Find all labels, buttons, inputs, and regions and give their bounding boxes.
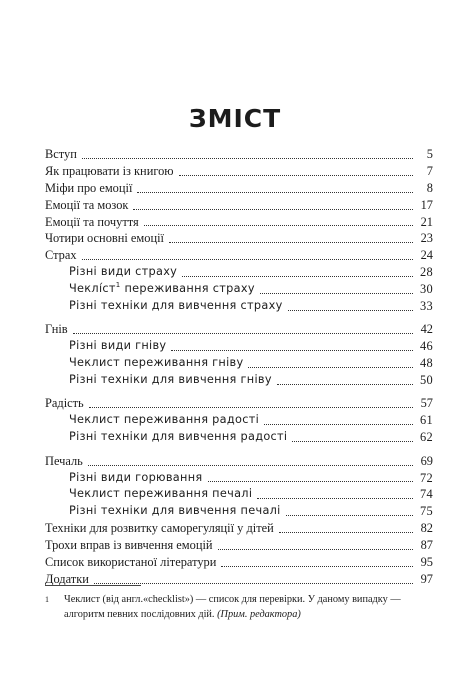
toc-page-number: 21: [420, 214, 433, 229]
toc-page-number: 8: [426, 180, 433, 195]
toc-entry-text: Різні техніки для вивчення страху: [69, 299, 283, 312]
toc-page-number: 74: [420, 487, 433, 502]
dot-leader: [182, 276, 413, 277]
dot-leader: [221, 566, 413, 567]
toc-subentry: [45, 264, 433, 281]
toc-entry-text: Чеклист переживання радості: [69, 413, 260, 427]
footnote-text-line1: Чеклист (від англ.«checklist») — список для перевірки. У даному випадку —: [64, 594, 401, 605]
entry-rest: переживання страху: [120, 282, 255, 296]
dot-leader: [94, 583, 413, 584]
checklist-word: Чеклíст: [69, 282, 116, 296]
toc-entry-text: Страх: [45, 248, 77, 263]
footnote-text-line2: алгоритм певних послідовних дій.: [64, 609, 215, 620]
toc-page-number: 33: [420, 299, 433, 313]
toc-entry: [45, 230, 433, 247]
toc-entry: [45, 197, 433, 214]
toc-section-joy: [45, 395, 433, 412]
toc-entry-text: Додатки: [45, 571, 89, 586]
dot-leader: [218, 549, 413, 550]
toc-entry: [45, 520, 433, 537]
toc-page-number: 69: [420, 453, 433, 468]
dot-leader: [257, 498, 413, 499]
toc-page-number: 48: [420, 356, 433, 371]
toc-entry-text: Техніки для розвитку саморегуляції у дітей: [45, 521, 274, 536]
dot-leader: [73, 333, 413, 334]
toc-subentry: [45, 281, 433, 298]
toc-entry: [45, 214, 433, 231]
dot-leader: [264, 424, 413, 425]
toc-page-number: 24: [420, 248, 433, 263]
contents-title: ЗМІСТ: [188, 104, 282, 133]
toc-entry: [45, 537, 433, 554]
toc-page-number: 30: [420, 282, 433, 297]
toc-page-number: 82: [420, 521, 433, 536]
dot-leader: [292, 441, 413, 442]
footnote: [45, 592, 433, 622]
toc-entry-text: Емоції та почуття: [45, 214, 139, 229]
toc-page-number: 7: [426, 163, 433, 178]
toc-entry-text: Трохи вправ із вивчення емоцій: [45, 538, 213, 553]
toc-page-number: 97: [420, 571, 433, 586]
toc-section-anger: [45, 321, 433, 338]
toc-entry: [45, 146, 433, 163]
toc-page-number: 95: [420, 554, 433, 569]
toc-entry-text: Різні види гніву: [69, 339, 167, 353]
footnote-line2: [64, 607, 433, 622]
table-of-contents: [45, 146, 433, 588]
dot-leader: [277, 384, 413, 385]
dot-leader: [82, 259, 413, 260]
toc-subentry: [45, 355, 433, 372]
toc-subentry: [45, 412, 433, 429]
toc-entry-text: Радість: [45, 396, 84, 411]
dot-leader: [137, 192, 413, 193]
dot-leader: [82, 158, 413, 159]
toc-page-number: 5: [426, 146, 433, 161]
toc-subentry: [45, 338, 433, 355]
toc-page-number: 62: [420, 430, 433, 445]
dot-leader: [286, 515, 413, 516]
dot-leader: [144, 225, 413, 226]
toc-entry-text: Печаль: [45, 453, 83, 468]
footnote-mark: 1: [45, 595, 49, 604]
toc-entry-text: [69, 281, 255, 298]
editor-note: (Прим. редактора): [217, 609, 301, 620]
dot-leader: [279, 532, 413, 533]
toc-page-number: 23: [420, 231, 433, 246]
footnote-body: [45, 592, 433, 622]
toc-entry-text: Як працювати із книгою: [45, 163, 174, 178]
toc-page-number: 61: [420, 413, 433, 428]
toc-entry-text: Чеклист переживання печалі: [69, 487, 253, 501]
dot-leader: [133, 209, 413, 210]
dot-leader: [88, 465, 413, 466]
toc-page-number: 28: [420, 265, 433, 280]
toc-page-number: 75: [420, 504, 433, 519]
toc-entry-text: Різні види страху: [69, 265, 178, 279]
toc-entry-text: Емоції та мозок: [45, 197, 129, 212]
toc-subentry: [45, 503, 433, 520]
toc-entry: [45, 554, 433, 571]
toc-entry-text: Різні техніки для вивчення печалі: [69, 504, 281, 518]
dot-leader: [89, 407, 413, 408]
toc-entry-text: Гнів: [45, 322, 68, 337]
dot-leader: [288, 310, 413, 311]
toc-entry-text: Список використаної літератури: [45, 554, 217, 569]
toc-subentry: [45, 372, 433, 389]
dot-leader: [179, 175, 413, 176]
toc-entry-text: Вступ: [45, 146, 77, 161]
footnote-reference: 1: [115, 281, 121, 290]
toc-page-number: 50: [420, 373, 433, 388]
toc-subentry: [45, 486, 433, 503]
dot-leader: [248, 367, 413, 368]
dot-leader: [208, 481, 414, 482]
footnote-divider: [45, 585, 141, 586]
dot-leader: [171, 350, 413, 351]
toc-page-number: 17: [420, 197, 433, 212]
toc-section-fear: [45, 247, 433, 264]
toc-entry-text: Різні техніки для вивчення радості: [69, 430, 288, 444]
toc-page-number: 87: [420, 538, 433, 553]
toc-entry: [45, 163, 433, 180]
toc-page-number: 57: [420, 396, 433, 411]
toc-subentry: [45, 298, 433, 315]
dot-leader: [169, 242, 413, 243]
toc-entry-text: Міфи про емоції: [45, 180, 133, 195]
toc-entry: [45, 180, 433, 197]
toc-entry-text: Чотири основні емоції: [45, 231, 164, 246]
toc-page-number: 46: [420, 339, 433, 354]
toc-entry-text: Чеклист переживання гніву: [69, 356, 244, 370]
toc-page-number: 72: [420, 470, 433, 485]
dot-leader: [260, 293, 413, 294]
toc-subentry: [45, 470, 433, 487]
toc-entry-text: Різні техніки для вивчення гніву: [69, 373, 272, 387]
toc-section-sadness: [45, 453, 433, 470]
toc-subentry: [45, 429, 433, 446]
toc-page-number: 42: [420, 322, 433, 337]
toc-entry-text: Різні види горювання: [69, 470, 203, 484]
